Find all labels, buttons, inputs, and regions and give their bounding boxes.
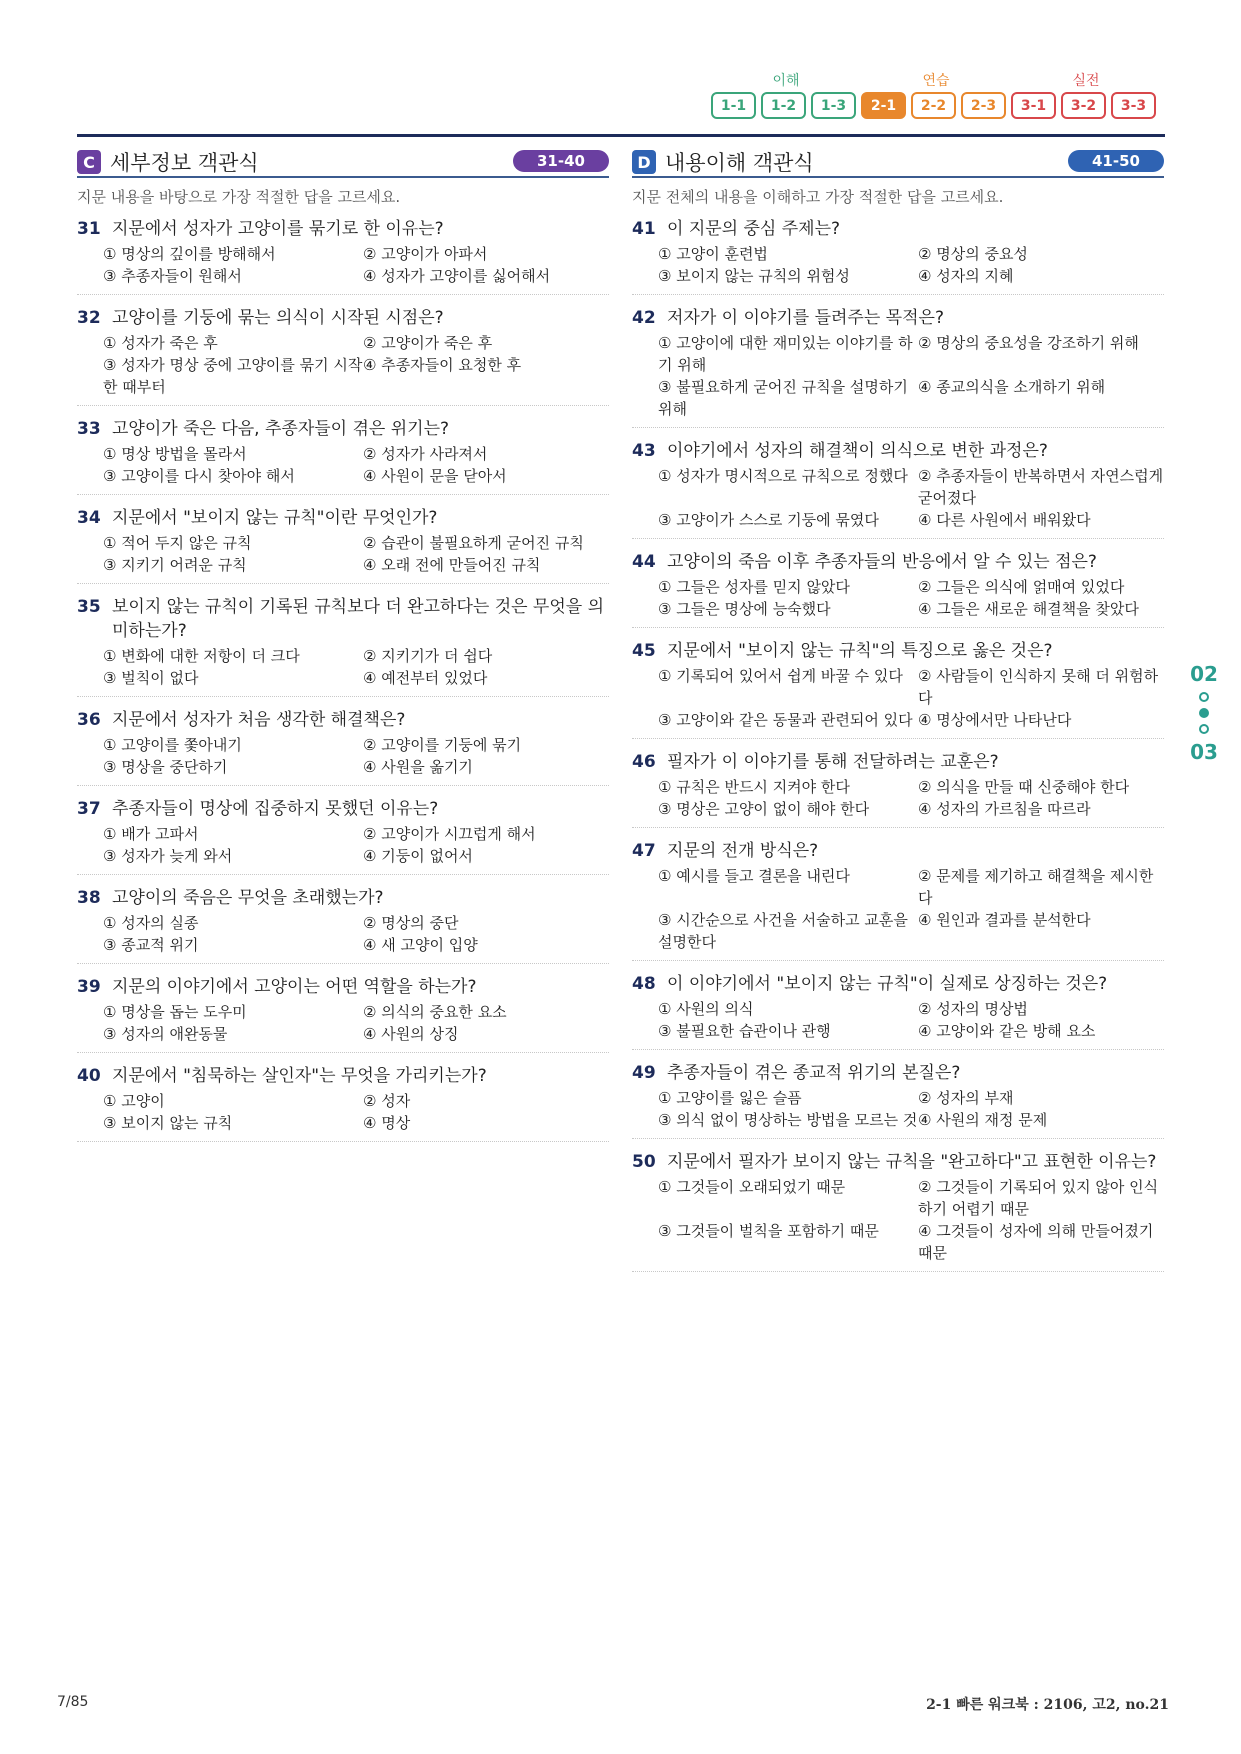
answer-option[interactable]: ③ 그들은 명상에 능숙했다 (658, 600, 831, 618)
question-text: 추종자들이 명상에 집중하지 못했던 이유는? (112, 799, 439, 819)
side-nav-bottom-number: 03 (1190, 740, 1218, 764)
answer-option[interactable]: ② 명상의 중단 (363, 914, 459, 932)
question-text: 지문에서 "침묵하는 살인자"는 무엇을 가리키는가? (112, 1066, 487, 1086)
answer-option[interactable]: ② 성자의 부재 (918, 1089, 1014, 1107)
answer-option[interactable]: ① 고양이 훈련법 (658, 245, 768, 263)
answer-option[interactable]: ② 성자가 사라져서 (363, 445, 488, 463)
question-line (77, 417, 609, 441)
question-number: 38 (77, 888, 101, 908)
section-c (77, 146, 609, 1153)
question-text: 지문에서 "보이지 않는 규칙"의 특징으로 옳은 것은? (667, 641, 1053, 661)
options-grid (77, 1090, 609, 1134)
answer-option[interactable]: ② 그것들이 기록되어 있지 않아 인식하기 어렵기 때문 (918, 1178, 1159, 1218)
question-line (632, 750, 1164, 774)
answer-option[interactable]: ① 변화에 대한 저항이 더 크다 (103, 647, 300, 665)
question-item (77, 1064, 609, 1142)
answer-option[interactable]: ④ 사원의 재정 문제 (918, 1111, 1048, 1129)
answer-option[interactable]: ② 명상의 중요성을 강조하기 위해 (918, 334, 1139, 352)
question-line (632, 1150, 1164, 1174)
answer-option[interactable]: ② 의식을 만들 때 신중해야 한다 (918, 778, 1130, 796)
answer-option[interactable]: ① 적어 두지 않은 규칙 (103, 534, 252, 552)
question-line (632, 1061, 1164, 1085)
answer-option[interactable]: ④ 사원이 문을 닫아서 (363, 467, 507, 485)
question-line (632, 217, 1164, 241)
answer-option[interactable]: ③ 불필요하게 굳어진 규칙을 설명하기 위해 (658, 378, 908, 418)
answer-option[interactable]: ③ 추종자들이 원해서 (103, 267, 242, 285)
question-item (77, 975, 609, 1053)
options-grid (77, 1001, 609, 1045)
question-item (77, 506, 609, 584)
answer-option[interactable]: ① 규칙은 반드시 지켜야 한다 (658, 778, 850, 796)
question-number: 48 (632, 974, 656, 994)
answer-option[interactable]: ② 지키기가 더 쉽다 (363, 647, 493, 665)
top-divider (77, 134, 1165, 137)
options-grid (77, 332, 609, 398)
question-number: 50 (632, 1152, 656, 1172)
answer-option[interactable]: ③ 시간순으로 사건을 서술하고 교훈을 설명한다 (658, 911, 908, 951)
answer-option[interactable]: ③ 명상은 고양이 없이 해야 한다 (658, 800, 870, 818)
answer-option[interactable]: ④ 원인과 결과를 분석한다 (918, 911, 1091, 929)
question-item (77, 217, 609, 295)
question-line (632, 550, 1164, 574)
answer-option[interactable]: ① 고양이를 쫓아내기 (103, 736, 242, 754)
question-line (632, 639, 1164, 663)
question-item (77, 595, 609, 697)
question-text: 지문의 전개 방식은? (667, 841, 819, 861)
question-line (77, 506, 609, 530)
question-number: 39 (77, 977, 101, 997)
answer-option[interactable]: ② 그들은 의식에 얽매여 있었다 (918, 578, 1125, 596)
answer-option[interactable]: ① 성자의 실종 (103, 914, 199, 932)
question-item (632, 839, 1164, 961)
tab-2-1[interactable]: 2-1 (861, 92, 906, 119)
options-grid (77, 443, 609, 487)
options-grid (77, 645, 609, 689)
question-text: 보이지 않는 규칙이 기록된 규칙보다 더 완고하다는 것은 무엇을 의미하는가? (112, 597, 605, 641)
tab-1-3[interactable]: 1-3 (811, 92, 856, 119)
answer-option[interactable]: ③ 종교적 위기 (103, 936, 199, 954)
question-number: 31 (77, 219, 101, 239)
tab-group-label: 실전 (1072, 73, 1100, 89)
answer-option[interactable]: ① 명상을 돕는 도우미 (103, 1003, 247, 1021)
question-text: 지문에서 필자가 보이지 않는 규칙을 "완고하다"고 표현한 이유는? (667, 1152, 1157, 1172)
section-d (632, 146, 1164, 1283)
answer-option[interactable]: ③ 명상을 중단하기 (103, 758, 228, 776)
tab-3-3[interactable]: 3-3 (1111, 92, 1156, 119)
answer-option[interactable]: ③ 고양이와 같은 동물과 관련되어 있다 (658, 711, 913, 729)
question-line (77, 797, 609, 821)
options-grid (632, 243, 1164, 287)
answer-option[interactable]: ④ 사원의 상징 (363, 1025, 459, 1043)
question-number: 43 (632, 441, 656, 461)
question-text: 지문에서 성자가 처음 생각한 해결책은? (112, 710, 406, 730)
answer-option[interactable]: ① 성자가 명시적으로 규칙으로 정했다 (658, 467, 908, 485)
answer-option[interactable]: ③ 지키기 어려운 규칙 (103, 556, 247, 574)
section-title: 내용이해 객관식 (665, 151, 814, 175)
question-number: 42 (632, 308, 656, 328)
page-number: 7/85 (57, 1694, 89, 1710)
nav-dot-active-icon (1199, 708, 1209, 718)
options-grid (632, 465, 1164, 531)
answer-option[interactable]: ③ 고양이가 스스로 기둥에 묶였다 (658, 511, 879, 529)
question-text: 이야기에서 성자의 해결책이 의식으로 변한 과정은? (667, 441, 1048, 461)
answer-option[interactable]: ③ 불필요한 습관이나 관행 (658, 1022, 831, 1040)
section-instruction: 지문 전체의 내용을 이해하고 가장 적절한 답을 고르세요. (632, 188, 1004, 206)
question-item (632, 217, 1164, 295)
answer-option[interactable]: ② 고양이를 기둥에 묶기 (363, 736, 522, 754)
question-number: 40 (77, 1066, 101, 1086)
tab-1-1[interactable]: 1-1 (711, 92, 756, 119)
question-text: 이 이야기에서 "보이지 않는 규칙"이 실제로 상징하는 것은? (667, 974, 1108, 994)
question-text: 이 지문의 중심 주제는? (667, 219, 841, 239)
answer-option[interactable]: ④ 오래 전에 만들어진 규칙 (363, 556, 541, 574)
options-grid (632, 332, 1164, 420)
question-item (77, 417, 609, 495)
section-instruction: 지문 내용을 바탕으로 가장 적절한 답을 고르세요. (77, 188, 401, 206)
side-nav (1186, 662, 1222, 764)
options-grid (632, 665, 1164, 731)
question-item (632, 550, 1164, 628)
question-number: 34 (77, 508, 101, 528)
question-line (77, 975, 609, 999)
tab-2-2[interactable]: 2-2 (911, 92, 956, 119)
question-item (632, 306, 1164, 428)
tab-group-label: 이해 (772, 73, 800, 89)
answer-option[interactable]: ④ 사원을 옮기기 (363, 758, 473, 776)
answer-option[interactable]: ③ 벌칙이 없다 (103, 669, 199, 687)
question-number: 33 (77, 419, 101, 439)
question-item (632, 439, 1164, 539)
options-grid (77, 532, 609, 576)
question-item (632, 1061, 1164, 1139)
answer-option[interactable]: ② 문제를 제기하고 해결책을 제시한다 (918, 867, 1154, 907)
question-line (77, 306, 609, 330)
question-text: 필자가 이 이야기를 통해 전달하려는 교훈은? (667, 752, 999, 772)
tab-group-labels (711, 70, 1161, 92)
answer-option[interactable]: ① 사원의 의식 (658, 1000, 754, 1018)
question-item (632, 639, 1164, 739)
answer-option[interactable]: ① 명상의 깊이를 방해해서 (103, 245, 276, 263)
question-number: 47 (632, 841, 656, 861)
answer-option[interactable]: ② 성자 (363, 1092, 411, 1110)
options-grid (632, 1087, 1164, 1131)
answer-option[interactable]: ④ 종교의식을 소개하기 위해 (918, 378, 1106, 396)
answer-option[interactable]: ② 의식의 중요한 요소 (363, 1003, 507, 1021)
answer-option[interactable]: ① 명상 방법을 몰라서 (103, 445, 247, 463)
options-grid (77, 243, 609, 287)
answer-option[interactable]: ② 고양이가 시끄럽게 해서 (363, 825, 536, 843)
answer-option[interactable]: ② 명상의 중요성 (918, 245, 1028, 263)
question-line (632, 972, 1164, 996)
question-line (77, 1064, 609, 1088)
answer-option[interactable]: ④ 그것들이 성자에 의해 만들어졌기 때문 (918, 1222, 1154, 1262)
options-grid (632, 998, 1164, 1042)
answer-option[interactable]: ① 그들은 성자를 믿지 않았다 (658, 578, 850, 596)
answer-option[interactable]: ③ 성자의 애완동물 (103, 1025, 228, 1043)
section-header (77, 146, 609, 178)
tab-3-2[interactable]: 3-2 (1061, 92, 1106, 119)
answer-option[interactable]: ② 습관이 불필요하게 굳어진 규칙 (363, 534, 584, 552)
answer-option[interactable]: ③ 성자가 명상 중에 고양이를 묶기 시작한 때부터 (103, 356, 363, 396)
question-number: 46 (632, 752, 656, 772)
tab-group-label: 연습 (922, 73, 950, 89)
answer-option[interactable]: ① 예시를 들고 결론을 내린다 (658, 867, 850, 885)
section-header (632, 146, 1164, 178)
question-item (77, 708, 609, 786)
answer-option[interactable]: ④ 예전부터 있었다 (363, 669, 488, 687)
answer-option[interactable]: ③ 보이지 않는 규칙 (103, 1114, 233, 1132)
question-number: 35 (77, 597, 101, 617)
question-number: 32 (77, 308, 101, 328)
question-item (632, 750, 1164, 828)
answer-option[interactable]: ① 고양이를 잃은 슬픔 (658, 1089, 802, 1107)
question-number: 36 (77, 710, 101, 730)
section-range-badge: 31-40 (513, 150, 609, 172)
question-text: 고양이가 죽은 다음, 추종자들이 겪은 위기는? (112, 419, 450, 439)
nav-dot-icon (1199, 724, 1209, 734)
options-grid (632, 576, 1164, 620)
answer-option[interactable]: ④ 명상에서만 나타난다 (918, 711, 1072, 729)
options-grid (632, 776, 1164, 820)
section-title: 세부정보 객관식 (110, 151, 259, 175)
options-grid (77, 912, 609, 956)
answer-option[interactable]: ① 배가 고파서 (103, 825, 199, 843)
options-grid (632, 865, 1164, 953)
question-line (77, 708, 609, 732)
answer-option[interactable]: ④ 추종자들이 요청한 후 (363, 356, 522, 374)
question-line (632, 306, 1164, 330)
question-list (632, 217, 1164, 1272)
question-number: 49 (632, 1063, 656, 1083)
question-text: 고양이를 기둥에 묶는 의식이 시작된 시점은? (112, 308, 444, 328)
answer-option[interactable]: ④ 성자가 고양이를 싫어해서 (363, 267, 551, 285)
question-number: 37 (77, 799, 101, 819)
tab-1-2[interactable]: 1-2 (761, 92, 806, 119)
tab-3-1[interactable]: 3-1 (1011, 92, 1056, 119)
answer-option[interactable]: ③ 보이지 않는 규칙의 위험성 (658, 267, 850, 285)
answer-option[interactable]: ① 성자가 죽은 후 (103, 334, 218, 352)
answer-option[interactable]: ② 성자의 명상법 (918, 1000, 1028, 1018)
options-grid (77, 734, 609, 778)
section-letter-badge: D (632, 150, 656, 174)
question-line (77, 217, 609, 241)
question-number: 41 (632, 219, 656, 239)
answer-option[interactable]: ④ 성자의 가르침을 따르라 (918, 800, 1091, 818)
options-grid (632, 1176, 1164, 1264)
answer-option[interactable]: ② 고양이가 아파서 (363, 245, 488, 263)
answer-option[interactable]: ② 사람들이 인식하지 못해 더 위험하다 (918, 667, 1159, 707)
tab-2-3[interactable]: 2-3 (961, 92, 1006, 119)
answer-option[interactable]: ④ 그들은 새로운 해결책을 찾았다 (918, 600, 1139, 618)
side-nav-top-number: 02 (1190, 662, 1218, 686)
question-text: 지문의 이야기에서 고양이는 어떤 역할을 하는가? (112, 977, 477, 997)
question-item (632, 1150, 1164, 1272)
answer-option[interactable]: ④ 성자의 지혜 (918, 267, 1014, 285)
answer-option[interactable]: ② 고양이가 죽은 후 (363, 334, 493, 352)
answer-option[interactable]: ④ 다른 사원에서 배워왔다 (918, 511, 1091, 529)
answer-option[interactable]: ③ 의식 없이 명상하는 방법을 모르는 것 (658, 1111, 918, 1129)
question-number: 45 (632, 641, 656, 661)
question-item (77, 797, 609, 875)
footer-title: 2-1 빠른 워크북 : 2106, 고2, no.21 (926, 1697, 1169, 1713)
section-range-badge: 41-50 (1068, 150, 1164, 172)
question-item (77, 306, 609, 406)
answer-option[interactable]: ② 추종자들이 반복하면서 자연스럽게 굳어졌다 (918, 467, 1164, 507)
answer-option[interactable]: ① 고양이에 대한 재미있는 이야기를 하기 위해 (658, 334, 913, 374)
question-text: 저자가 이 이야기를 들려주는 목적은? (667, 308, 944, 328)
question-line (77, 595, 609, 643)
section-letter-badge: C (77, 150, 101, 174)
question-line (77, 886, 609, 910)
question-text: 지문에서 "보이지 않는 규칙"이란 무엇인가? (112, 508, 438, 528)
answer-option[interactable]: ④ 명상 (363, 1114, 411, 1132)
answer-option[interactable]: ① 그것들이 오래되었기 때문 (658, 1178, 846, 1196)
question-item (632, 972, 1164, 1050)
answer-option[interactable]: ① 고양이 (103, 1092, 165, 1110)
question-text: 고양이의 죽음은 무엇을 초래했는가? (112, 888, 384, 908)
tab-row (711, 92, 1161, 119)
question-item (77, 886, 609, 964)
answer-option[interactable]: ③ 고양이를 다시 찾아야 해서 (103, 467, 295, 485)
question-text: 추종자들이 겪은 종교적 위기의 본질은? (667, 1063, 961, 1083)
answer-option[interactable]: ① 기록되어 있어서 쉽게 바꿀 수 있다 (658, 667, 903, 685)
options-grid (77, 823, 609, 867)
answer-option[interactable]: ④ 기둥이 없어서 (363, 847, 473, 865)
question-text: 지문에서 성자가 고양이를 묶기로 한 이유는? (112, 219, 444, 239)
level-tabs (711, 70, 1161, 119)
question-line (632, 439, 1164, 463)
question-line (632, 839, 1164, 863)
answer-option[interactable]: ③ 성자가 늦게 와서 (103, 847, 233, 865)
answer-option[interactable]: ④ 새 고양이 입양 (363, 936, 478, 954)
question-list (77, 217, 609, 1142)
nav-dot-icon (1199, 692, 1209, 702)
question-number: 44 (632, 552, 656, 572)
answer-option[interactable]: ③ 그것들이 벌칙을 포함하기 때문 (658, 1222, 879, 1240)
answer-option[interactable]: ④ 고양이와 같은 방해 요소 (918, 1022, 1096, 1040)
question-text: 고양이의 죽음 이후 추종자들의 반응에서 알 수 있는 점은? (667, 552, 1097, 572)
